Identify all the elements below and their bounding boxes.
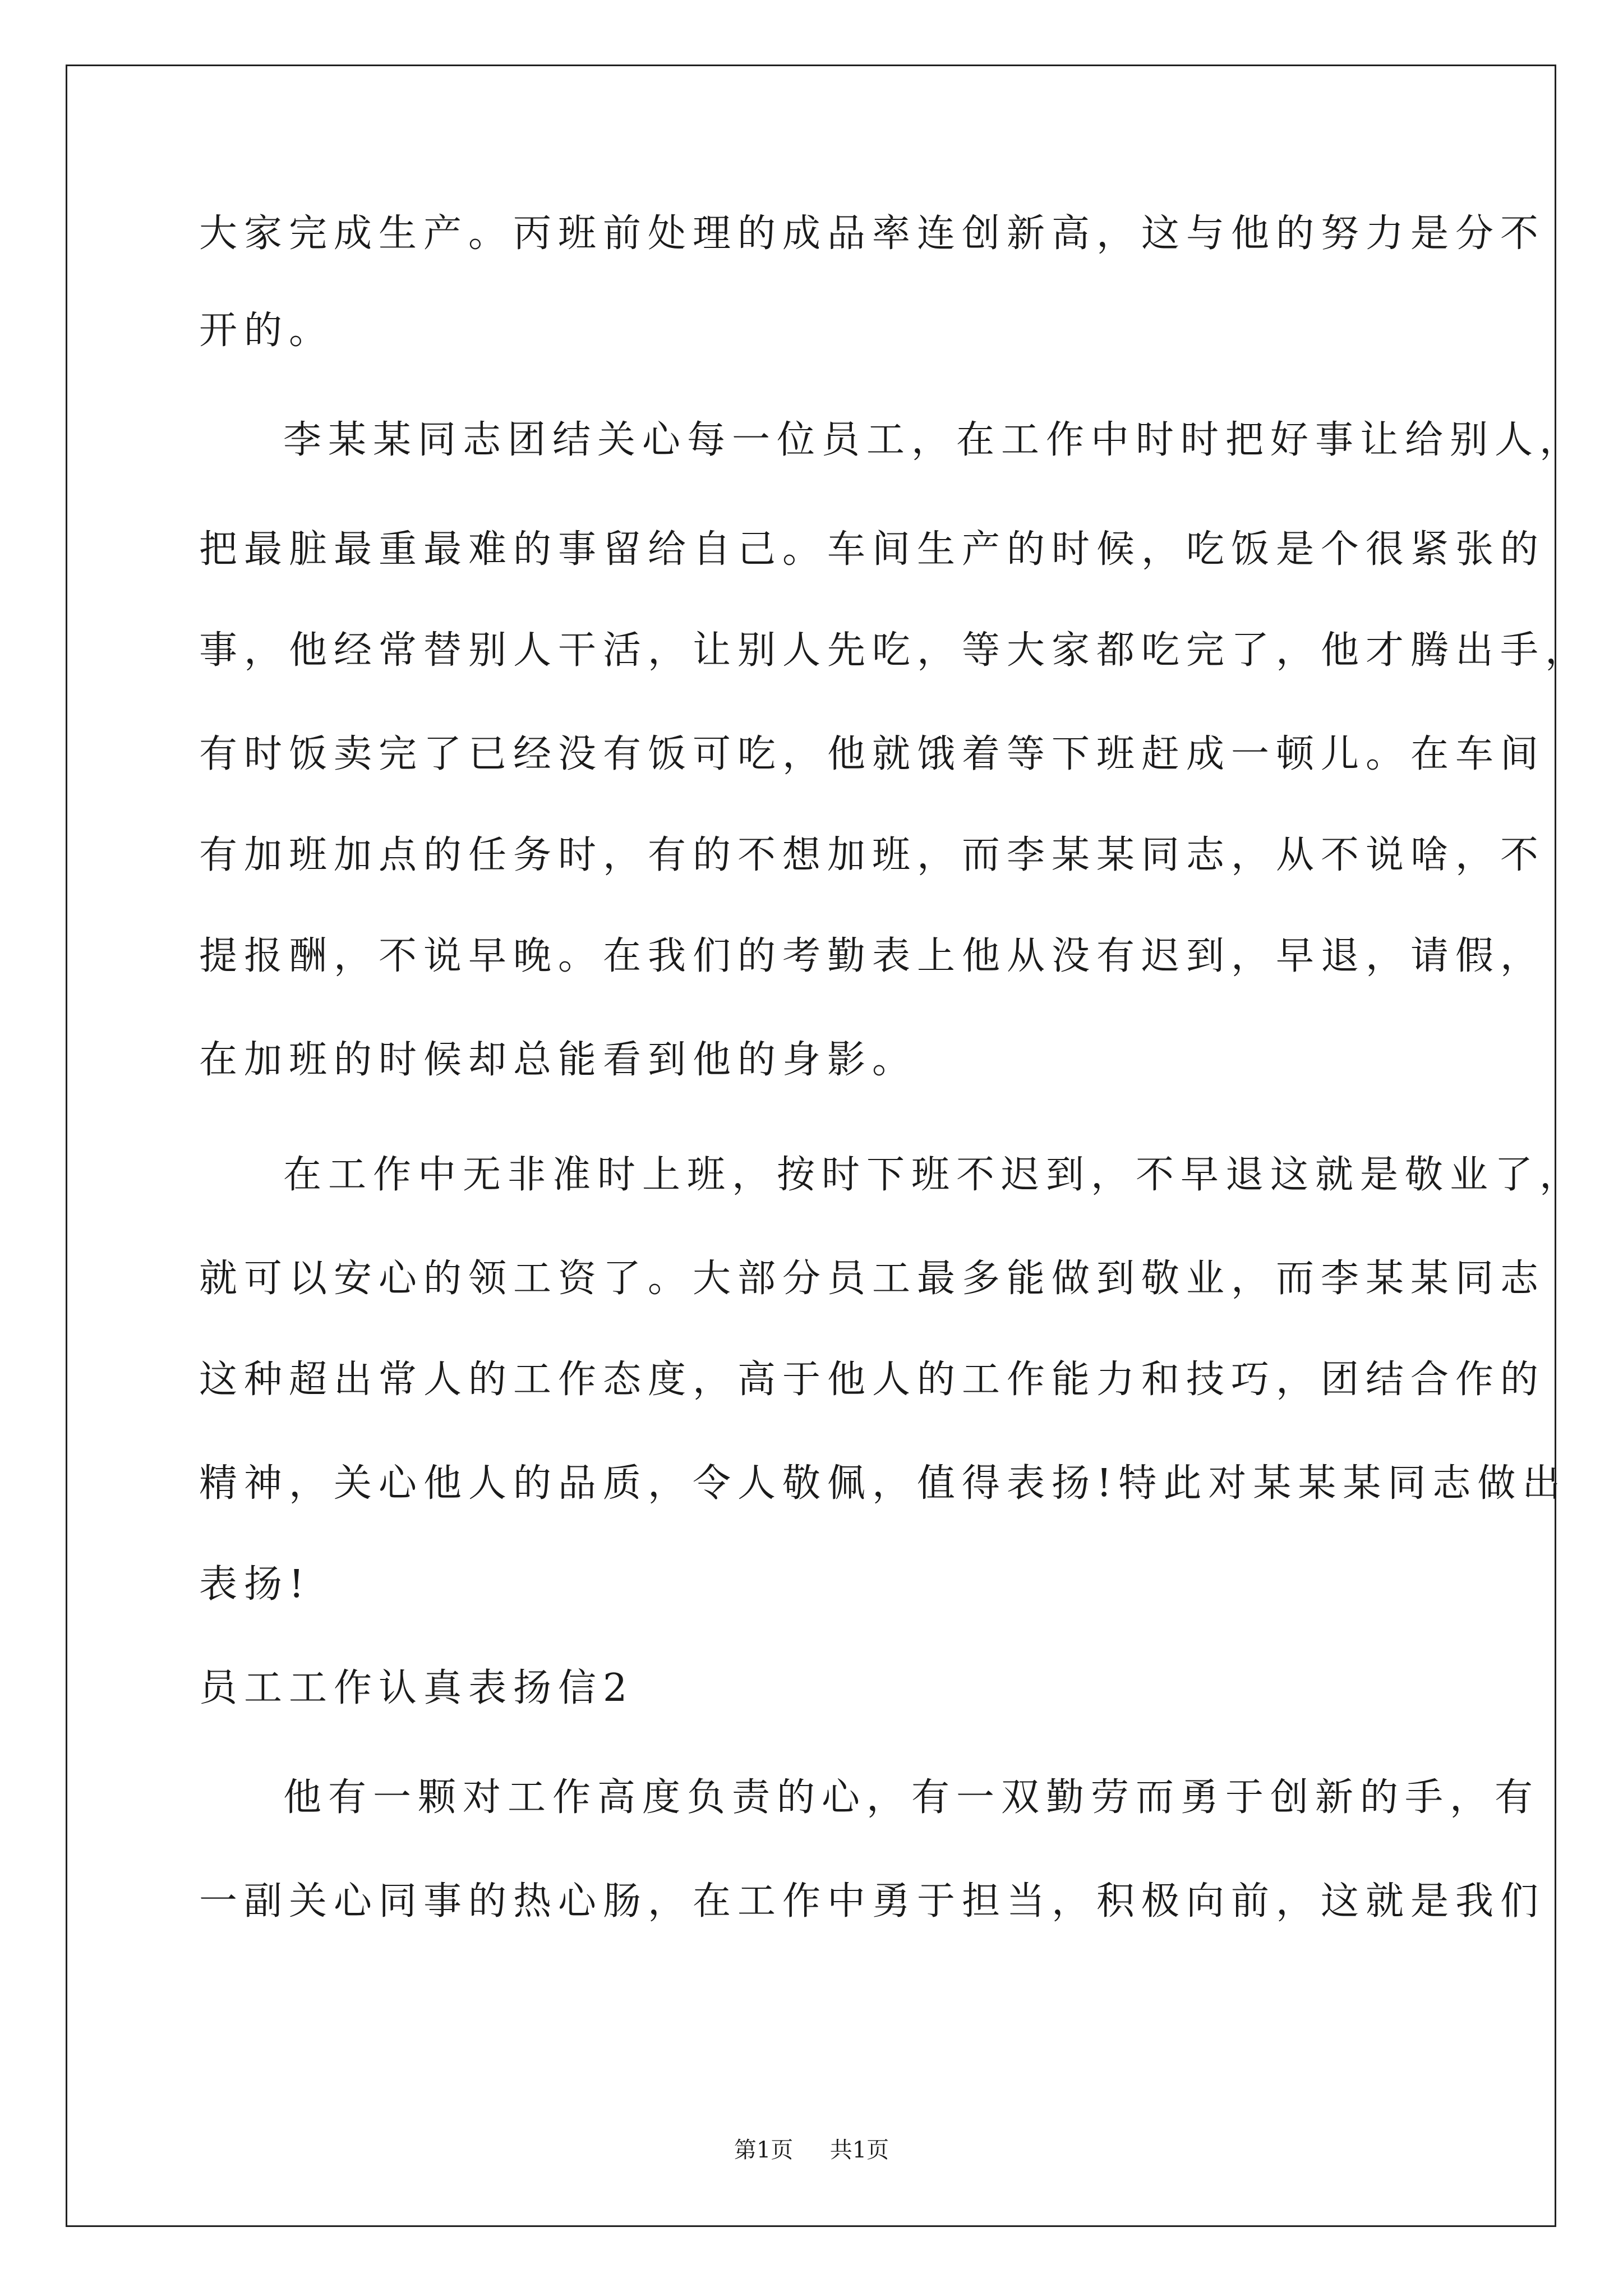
section-heading: 员工工作认真表扬信2	[199, 1666, 634, 1710]
text-line: 在工作中无非准时上班，按时下班不迟到，不早退这就是敬业了，	[283, 1153, 1585, 1197]
text-line: 精神，关心他人的品质，令人敬佩，值得表扬!特此对某某某同志做出	[199, 1461, 1567, 1506]
text-line: 在加班的时候却总能看到他的身影。	[199, 1038, 917, 1082]
text-line: 有时饭卖完了已经没有饭可吃，他就饿着等下班赶成一顿儿。在车间	[199, 732, 1546, 776]
text-line: 把最脏最重最难的事留给自己。车间生产的时候，吃饭是个很紧张的	[199, 527, 1546, 572]
text-line: 表扬!	[199, 1562, 311, 1607]
page-number: 第1页	[734, 2137, 794, 2163]
text-line: 大家完成生产。丙班前处理的成品率连创新高，这与他的努力是分不	[199, 211, 1546, 256]
text-line: 有加班加点的任务时，有的不想加班，而李某某同志，从不说啥，不	[199, 833, 1546, 877]
text-line: 他有一颗对工作高度负责的心，有一双勤劳而勇于创新的手，有	[283, 1775, 1540, 1820]
text-line: 提报酬，不说早晚。在我们的考勤表上他从没有迟到，早退，请假，	[199, 934, 1546, 978]
text-line: 就可以安心的领工资了。大部分员工最多能做到敬业，而李某某同志	[199, 1257, 1546, 1301]
text-line: 一副关心同事的热心肠，在工作中勇于担当，积极向前，这就是我们	[199, 1879, 1546, 1924]
text-line: 事，他经常替别人干活，让别人先吃，等大家都吃完了，他才腾出手，	[199, 628, 1590, 673]
page-footer	[0, 2136, 1623, 2164]
text-line: 李某某同志团结关心每一位员工，在工作中时时把好事让给别人，	[283, 418, 1585, 462]
text-line: 这种超出常人的工作态度，高于他人的工作能力和技巧，团结合作的	[199, 1358, 1546, 1402]
text-line: 开的。	[199, 309, 334, 353]
page-total: 共1页	[829, 2137, 889, 2163]
